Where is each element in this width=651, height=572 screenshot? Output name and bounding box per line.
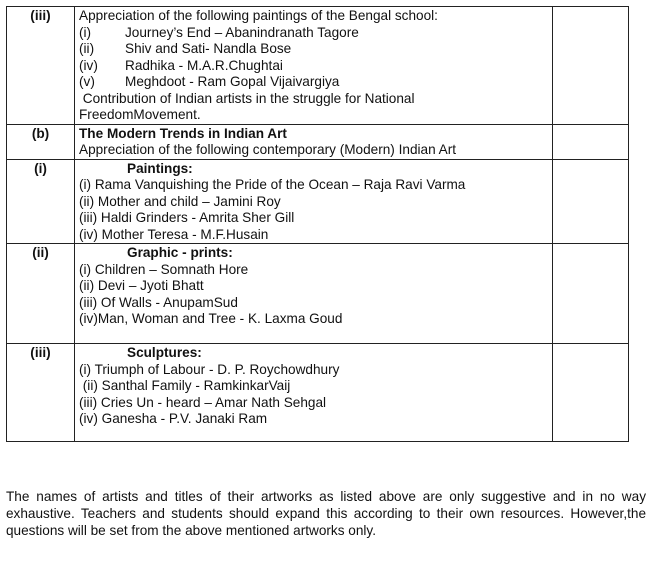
list-item: (iii) Haldi Grinders - Amrita Sher Gill (79, 210, 295, 225)
row-number: (iii) (7, 344, 75, 442)
list-item (79, 25, 552, 42)
list-item: (iii) Of Walls - AnupamSud (79, 294, 238, 310)
list-item: (iv) Ganesha - P.V. Janaki Ram (79, 411, 268, 426)
item-number: (ii) (79, 41, 95, 56)
graphic-prints-cell (75, 244, 553, 344)
empty-cell (553, 159, 629, 244)
item-text: Journey’s End – Abanindranath Tagore (125, 24, 359, 40)
table-row-graphic-prints (7, 244, 629, 344)
table-row-modern-trends (7, 124, 629, 159)
bengal-school-cell (75, 7, 553, 125)
empty-cell (553, 124, 629, 159)
row-number: (b) (7, 124, 75, 159)
table-row-sculptures (7, 344, 629, 442)
empty-cell (553, 7, 629, 125)
syllabus-table (6, 6, 629, 442)
list-item: (ii) Santhal Family - RamkinkarVaij (79, 378, 291, 393)
list-item: (i) Children – Somnath Hore (79, 261, 249, 277)
contribution-text-cont: FreedomMovement. (79, 107, 201, 122)
item-text: Shiv and Sati- Nandla Bose (125, 41, 292, 56)
list-item (79, 74, 552, 91)
row-number: (ii) (7, 244, 75, 344)
table-row-bengal-school (7, 7, 629, 125)
list-item: (ii) Mother and child – Jamini Roy (79, 193, 281, 209)
item-text: Meghdoot - Ram Gopal Vijaivargiya (125, 74, 340, 89)
list-item: (ii) Devi – Jyoti Bhatt (79, 278, 204, 293)
section-heading: Paintings: (127, 160, 193, 176)
section-title: The Modern Trends in Indian Art (79, 125, 287, 141)
section-heading: Sculptures: (127, 345, 202, 360)
item-number: (i) (79, 24, 92, 40)
row-number: (i) (7, 159, 75, 244)
item-number: (iv) (79, 57, 98, 73)
item-number: (v) (79, 74, 95, 89)
empty-cell (553, 344, 629, 442)
section-heading: Appreciation of the following paintings of the Bengal school: (79, 8, 438, 23)
empty-cell (553, 244, 629, 344)
row-number: (iii) (7, 7, 75, 125)
list-item: (i) Triumph of Labour - D. P. Roychowdhury (79, 361, 340, 377)
list-item: (iii) Cries Un - heard – Amar Nath Sehgal (79, 394, 327, 410)
list-item (79, 58, 552, 75)
modern-trends-cell (75, 124, 553, 159)
section-heading: Graphic - prints: (127, 245, 233, 260)
contribution-text: Contribution of Indian artists in the struggle for National (79, 90, 415, 106)
paintings-cell (75, 159, 553, 244)
item-text: Radhika - M.A.R.Chughtai (125, 57, 283, 73)
list-item (79, 41, 552, 58)
list-item: (iv) Mother Teresa - M.F.Husain (79, 226, 269, 242)
table-row-paintings (7, 159, 629, 244)
disclaimer-note: The names of artists and titles of their artworks as listed above are only suggestive and in no way exhaustive. Teachers and students should expand this according to their own resources. However,the questions will be set from the above mentioned artworks only. (6, 489, 646, 538)
sculptures-cell (75, 344, 553, 442)
list-item: (i) Rama Vanquishing the Pride of the Ocean – Raja Ravi Varma (79, 177, 466, 192)
painting-list (79, 25, 552, 91)
section-subtitle: Appreciation of the following contemporary (Modern) Indian Art (79, 142, 457, 157)
list-item: (iv)Man, Woman and Tree - K. Laxma Goud (79, 311, 343, 326)
